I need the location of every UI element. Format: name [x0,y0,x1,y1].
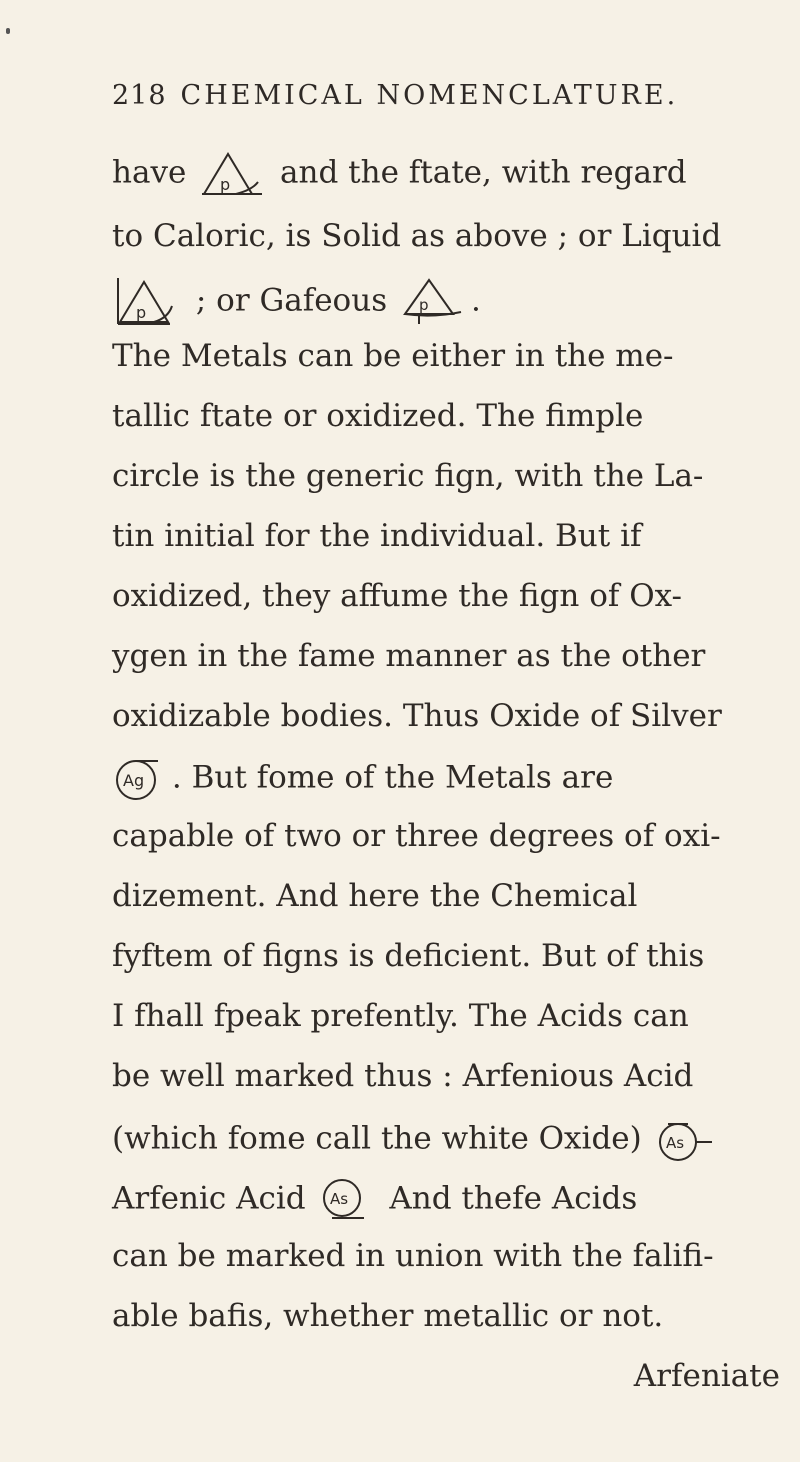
line-text: Arfenic Acid [112,1180,306,1217]
symbol-letter: p [418,296,429,314]
line-text: have [112,154,187,191]
symbol-letters: As [329,1190,348,1208]
text-line [112,150,687,198]
text-line: circle is the generic fign, with the La- [112,458,704,494]
catchword: Arfeniate [633,1358,780,1394]
running-header [112,80,678,111]
symbol-letters: Ag [123,771,145,790]
text-line: oxidizable bodies. Thus Oxide of Silver [112,698,722,734]
metal-solid-symbol [198,150,268,198]
ink-speck [6,28,10,34]
text-line: dizement. And here the Chemical [112,878,638,914]
text-line [112,1176,637,1224]
line-text: And thefe Acids [389,1180,638,1217]
arsenious-acid-symbol [654,1116,714,1164]
text-line: The Metals can be either in the me- [112,338,674,374]
text-line: I fhall fpeak prefently. The Acids can [112,998,689,1034]
text-line: fyftem of figns is deficient. But of this [112,938,705,974]
text-line: capable of two or three degrees of oxi- [112,818,721,854]
metal-gaseous-symbol [399,278,469,326]
symbol-letter: p [220,175,231,194]
text-line: tallic ftate or oxidized. The fimple [112,398,644,434]
symbol-letter: p [136,303,147,322]
text-line: to Caloric, is Solid as above ; or Liquid [112,218,722,254]
page-number: 218 [112,80,167,111]
text-line [112,276,481,328]
text-line: tin initial for the individual. But if [112,518,642,554]
running-title: CHEMICAL NOMENCLATURE. [180,80,679,111]
line-text: . [470,282,481,319]
text-line: be well marked thus : Arfenious Acid [112,1058,694,1094]
metal-liquid-symbol [114,276,184,328]
text-line [112,756,613,802]
text-line: can be marked in union with the falifi- [112,1238,714,1274]
text-line [112,1116,716,1164]
text-line: oxidized, they affume the fign of Ox- [112,578,683,614]
line-text: . But fome of the Metals are [171,759,614,796]
line-text: and the ftate, with regard [280,154,687,191]
arsenic-acid-symbol [318,1176,378,1224]
line-text: ; or Gafeous [195,282,388,319]
text-line: ygen in the fame manner as the other [112,638,706,674]
line-text: (which fome call the white Oxide) [112,1120,642,1157]
oxide-of-silver-symbol [114,756,160,802]
symbol-letters: As [665,1134,684,1152]
text-line: able bafis, whether metallic or not. [112,1298,664,1334]
